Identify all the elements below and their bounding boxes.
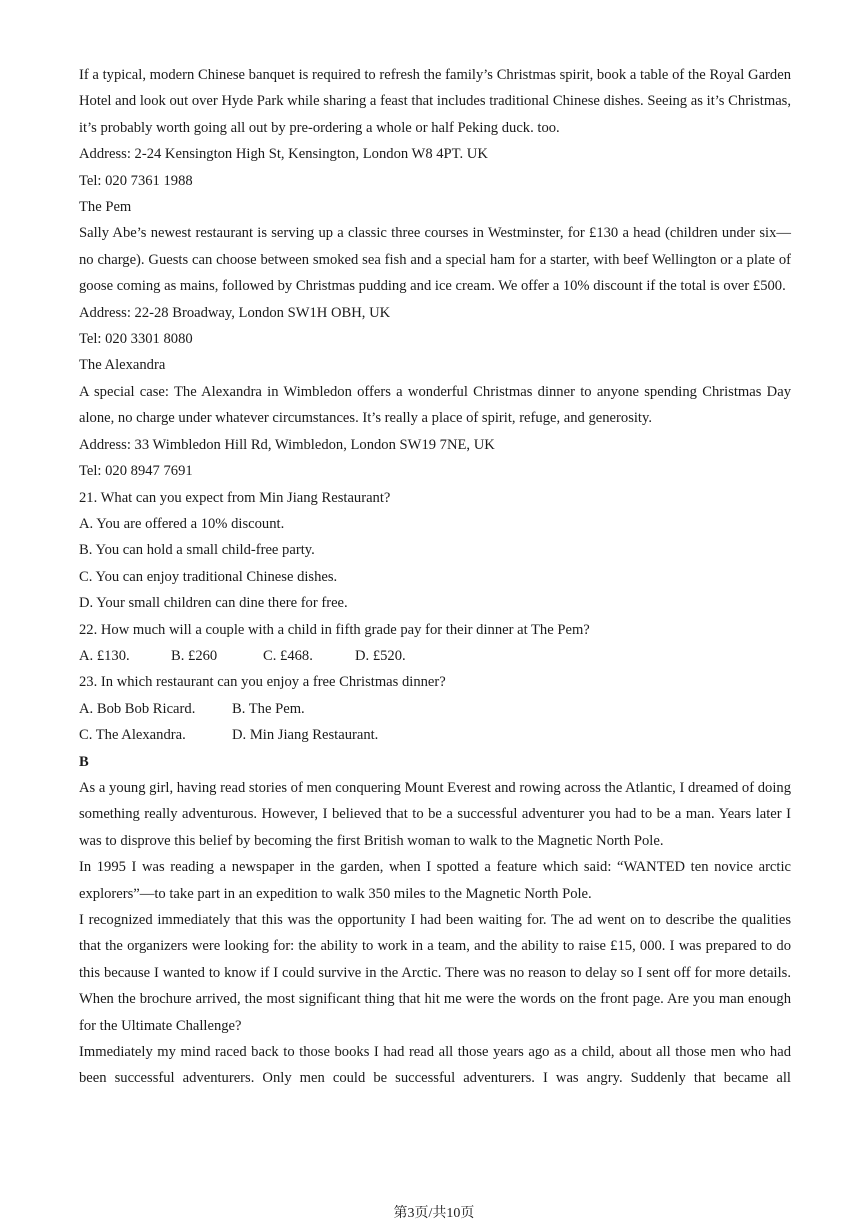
pem-description: Sally Abe’s newest restaurant is serving up a classic three courses in Westminster, for £130 a head (children under six—no charge). Guests can choose between smoked sea fish and a special ham for a starter, with beef Wellington or a plate of goose coming as mains, followed by Christmas pudding and ice cream. We offer a 10% discount if the total is over £500. xyxy=(79,225,791,295)
section-b-heading: B xyxy=(79,753,89,770)
question-23-option-b: B. The Pem. xyxy=(232,700,305,717)
question-22-option-b: B. £260 xyxy=(171,647,218,664)
question-21-stem: 21. What can you expect from Min Jiang Restaurant? xyxy=(79,489,391,506)
question-23-options-row2 xyxy=(79,722,791,748)
alexandra-description: A special case: The Alexandra in Wimbledon offers a wonderful Christmas dinner to anyone spending Christmas Day alone, no charge under whatever circumstances. It’s really a place of spirit, refuge, and generosity. xyxy=(79,383,791,427)
question-23-stem: 23. In which restaurant can you enjoy a free Christmas dinner? xyxy=(79,674,446,691)
section-b-paragraph-4: Immediately my mind raced back to those books I had read all those years ago as a child, about all those men who had been successful adventurers. Only men could be successful adventurers. I was angry. Suddenly that became all xyxy=(79,1044,791,1087)
question-21-option-d: D. Your small children can dine there for free. xyxy=(79,595,348,612)
page-number-footer: 第3页/共10页 xyxy=(393,1206,475,1221)
question-21-option-a: A. You are offered a 10% discount. xyxy=(79,515,285,532)
pem-address: Address: 22-28 Broadway, London SW1H OBH, UK xyxy=(79,304,391,321)
section-b-paragraph-1: As a young girl, having read stories of men conquering Mount Everest and rowing across the Atlantic, I dreamed of doing something really adventurous. However, I believed that to be a successful adventurer you had to be a man. Years later I was to disprove this belief by becoming the first British woman to walk to the Magnetic North Pole. xyxy=(79,779,791,849)
alexandra-title: The Alexandra xyxy=(79,357,166,374)
intro-paragraph: If a typical, modern Chinese banquet is required to refresh the family’s Christmas spirit, book a table of the Royal Garden Hotel and look out over Hyde Park while sharing a feast that includes traditional Chinese dishes. Seeing as it’s Christmas, it’s probably worth going all out by pre-ordering a whole or half Peking duck. too. xyxy=(79,67,791,136)
pem-tel: Tel: 020 3301 8080 xyxy=(79,331,193,348)
question-22-option-a: A. £130. xyxy=(79,647,130,664)
question-21-option-b: B. You can hold a small child-free party. xyxy=(79,542,315,559)
intro-tel: Tel: 020 7361 1988 xyxy=(79,172,193,189)
intro-address: Address: 2-24 Kensington High St, Kensington, London W8 4PT. UK xyxy=(79,146,488,163)
question-22-stem: 22. How much will a couple with a child in fifth grade pay for their dinner at The Pem? xyxy=(79,621,590,638)
alexandra-address: Address: 33 Wimbledon Hill Rd, Wimbledon, London SW19 7NE, UK xyxy=(79,436,495,453)
question-21-option-c: C. You can enjoy traditional Chinese dishes. xyxy=(79,568,338,585)
question-22-option-d: D. £520. xyxy=(355,647,406,664)
question-23-options-row1 xyxy=(79,696,791,722)
question-23-option-c: C. The Alexandra. xyxy=(79,727,186,744)
pem-title: The Pem xyxy=(79,199,132,216)
alexandra-tel: Tel: 020 8947 7691 xyxy=(79,463,193,480)
question-23-option-d: D. Min Jiang Restaurant. xyxy=(232,727,379,744)
question-23-option-a: A. Bob Bob Ricard. xyxy=(79,700,196,717)
document-page xyxy=(79,62,791,1092)
question-22-options xyxy=(79,643,791,669)
section-b-paragraph-2: In 1995 I was reading a newspaper in the garden, when I spotted a feature which said: “WANTED ten novice arctic explorers”—to take part in an expedition to walk 350 miles to the Magnetic North Pole. xyxy=(79,859,791,902)
section-b-paragraph-3: I recognized immediately that this was the opportunity I had been waiting for. The ad went on to describe the qualities that the organizers were looking for: the ability to work in a team, and the ability to raise £15, 000. I was prepared to do this because I wanted to know if I could survive in the Arctic. There was no reason to delay so I sent off for more details. When the brochure arrived, the most significant thing that hit me were the words on the front page. Are you man enough for the Ultimate Challenge? xyxy=(79,912,791,1034)
question-22-option-c: C. £468. xyxy=(263,647,313,664)
